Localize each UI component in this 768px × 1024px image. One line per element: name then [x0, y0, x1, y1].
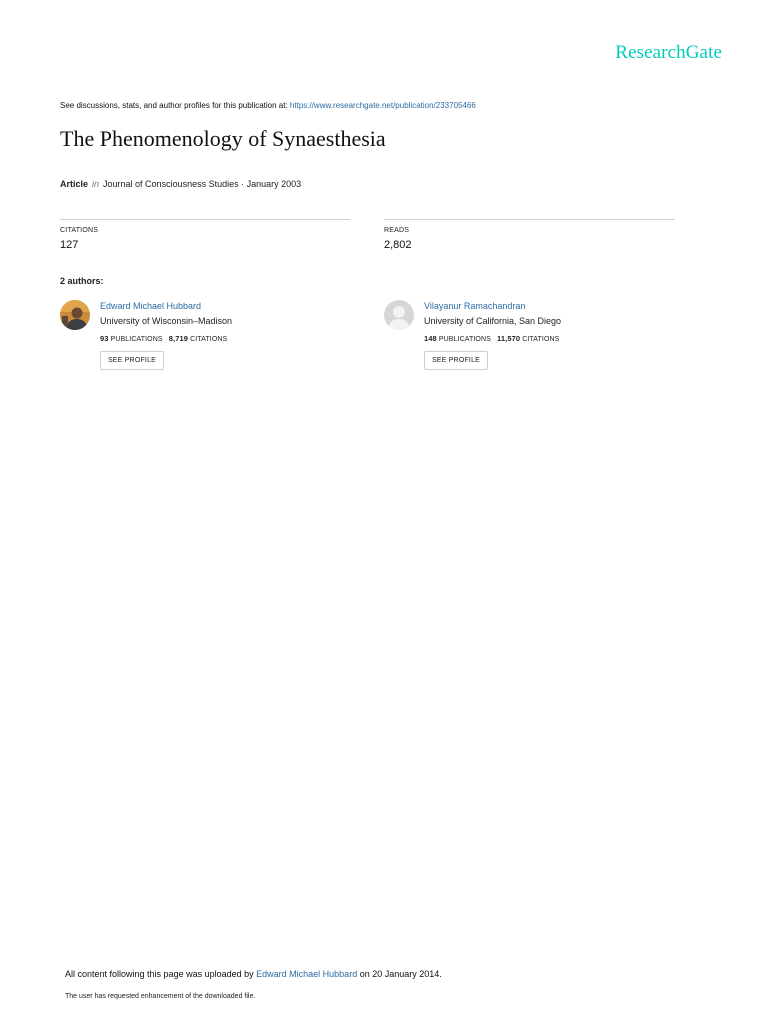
- venue-date: Journal of Consciousness Studies · January 2003: [103, 179, 302, 189]
- discussion-line: [60, 101, 476, 110]
- publications-label: PUBLICATIONS: [110, 336, 163, 343]
- publication-meta: [60, 179, 301, 189]
- author-name-link[interactable]: Edward Michael Hubbard: [100, 301, 202, 311]
- reads-divider: [384, 219, 675, 220]
- author-stats: [424, 334, 559, 343]
- discussion-prefix: See discussions, stats, and author profiles for this publication at:: [60, 101, 288, 110]
- publications-count: 148: [424, 334, 437, 343]
- reads-count: 2,802: [384, 239, 412, 251]
- enhancement-note: The user has requested enhancement of the downloaded file.: [65, 993, 256, 1000]
- author-avatar[interactable]: [60, 300, 90, 330]
- publications-count: 93: [100, 334, 109, 343]
- author-citations-count: 11,570: [497, 334, 521, 343]
- author-citations-count: 8,719: [168, 334, 189, 343]
- in-word: in: [92, 179, 100, 189]
- author-citations-label: CITATIONS: [522, 336, 560, 343]
- upload-note: [65, 969, 442, 979]
- author-citations-label: CITATIONS: [190, 336, 228, 343]
- author-institution: University of California, San Diego: [424, 316, 562, 326]
- publication-url-link[interactable]: https://www.researchgate.net/publication/233705466: [289, 101, 476, 110]
- citations-divider: [60, 219, 350, 220]
- see-profile-button[interactable]: SEE PROFILE: [100, 351, 164, 370]
- author-institution: University of Wisconsin–Madison: [100, 316, 233, 326]
- upload-suffix: on 20 January 2014.: [359, 969, 442, 979]
- publication-type: Article: [60, 179, 89, 189]
- researchgate-logo[interactable]: ResearchGate: [615, 42, 722, 63]
- uploader-link[interactable]: Edward Michael Hubbard: [256, 969, 358, 979]
- author-avatar[interactable]: [384, 300, 414, 330]
- author-name-link[interactable]: Vilayanur Ramachandran: [424, 301, 526, 311]
- page-title: The Phenomenology of Synaesthesia: [60, 126, 386, 151]
- author-stats: [100, 334, 227, 343]
- default-avatar-icon: [384, 300, 414, 330]
- citations-label: CITATIONS: [60, 227, 99, 234]
- upload-prefix: All content following this page was uploaded by: [65, 969, 254, 979]
- citations-count: 127: [60, 239, 79, 251]
- author-photo-icon: [60, 300, 90, 330]
- see-profile-button[interactable]: SEE PROFILE: [424, 351, 488, 370]
- authors-heading: 2 authors:: [60, 276, 104, 286]
- publications-label: PUBLICATIONS: [438, 336, 491, 343]
- reads-label: READS: [384, 227, 410, 234]
